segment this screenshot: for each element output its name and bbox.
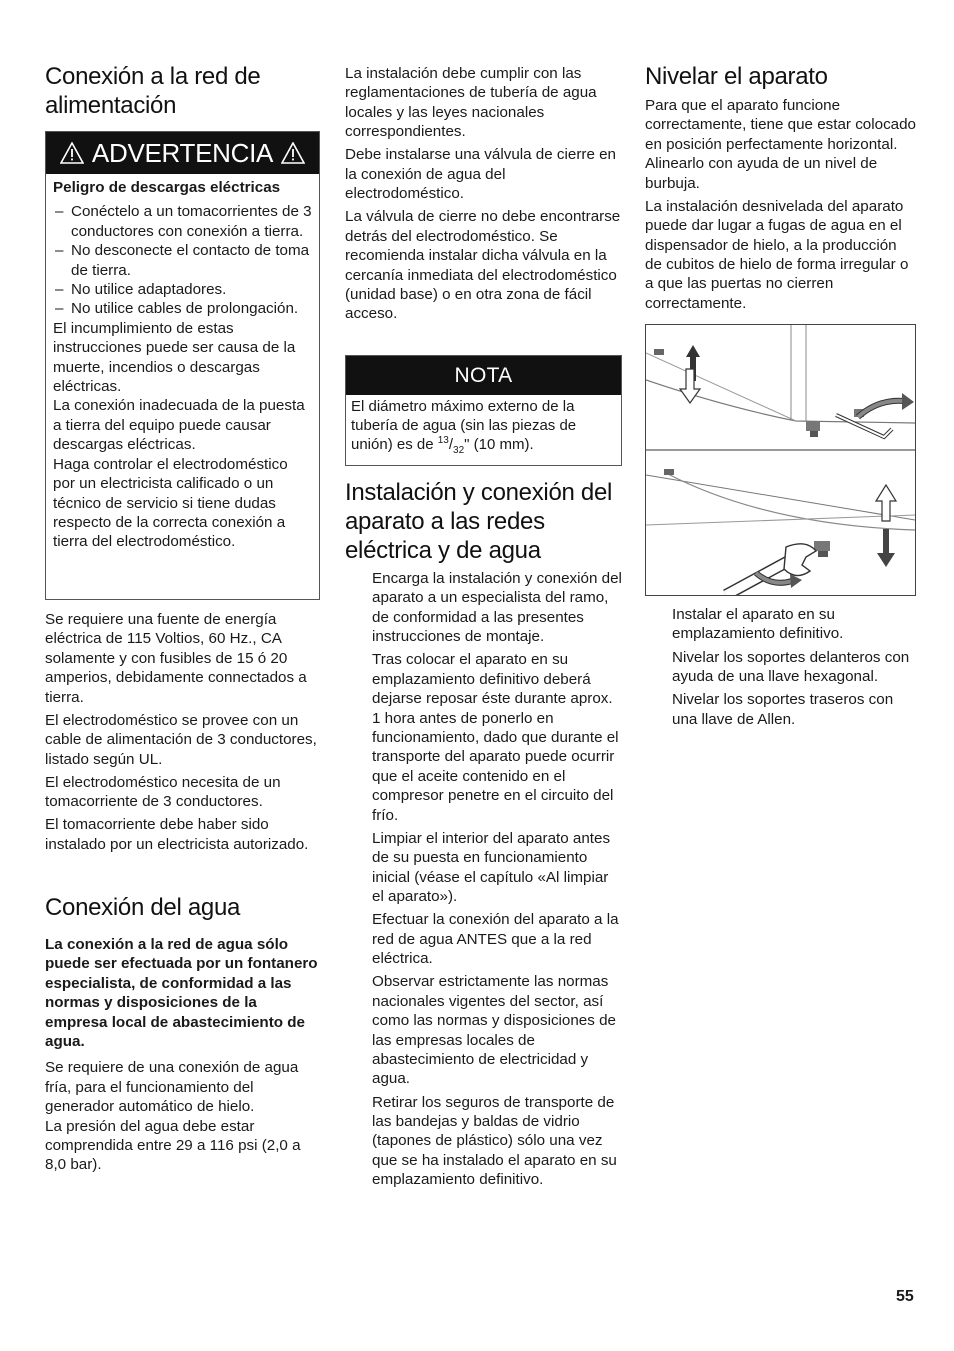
leveling-paragraphs bbox=[645, 96, 916, 317]
paragraph: La instalación debe cumplir con las reglamentaciones de tubería de agua locales y las leyes nacionales correspondientes. bbox=[345, 65, 597, 141]
paragraph: Se requiere de una conexión de agua fría, para el funcionamiento del generador automático de hielo. bbox=[45, 1059, 299, 1116]
warning-title: ADVERTENCIA bbox=[91, 137, 274, 168]
paragraph: La instalación desnivelada del aparato puede dar lugar a fugas de agua en el dispensador de hielo, a la producción de cubitos de hielo de forma irregular o a que las puertas no cierren correctamente. bbox=[645, 197, 909, 312]
note-body bbox=[346, 395, 621, 454]
list-item: – Conéctelo a un tomacorrientes de 3 conductores con conexión a tierra. bbox=[55, 203, 312, 240]
paragraph: El tomacorriente debe haber sido instalado por un electricista autorizado. bbox=[45, 816, 309, 853]
leveling-diagram-icon bbox=[646, 325, 915, 595]
step-item: Limpiar el interior del aparato antes de su puesta en funcionamiento inicial (véase el capítulo «Al limpiar el aparato»). bbox=[372, 829, 611, 906]
step-item: Observar estrictamente las normas nacionales vigentes del sector, así como las normas y disposiciones de las empresas locales de abastecimiento de electricidad y agua. bbox=[372, 973, 616, 1088]
warning-list bbox=[53, 202, 313, 318]
note-box bbox=[345, 355, 622, 466]
leveling-illustration bbox=[645, 324, 916, 596]
list-item: – No utilice cables de prolongación. bbox=[55, 300, 299, 318]
warning-paragraph: La conexión inadecuada de la puesta a tierra del equipo puede causar descargas eléctricas. bbox=[53, 397, 305, 454]
step-item: Nivelar los soportes traseros con una llave de Allen. bbox=[672, 691, 894, 728]
paragraph: La presión del agua debe estar comprendida entre 29 a 116 psi (2,0 a 8,0 bar). bbox=[45, 1117, 301, 1174]
step-item: Retirar los seguros de transporte de las bandejas y baldas de vidrio (tapones de plástico) sólo una vez que se ha instalado el aparato en su emplazamiento definitivo. bbox=[372, 1093, 617, 1189]
leveling-steps bbox=[645, 605, 916, 733]
column-2-intro bbox=[345, 64, 622, 328]
warning-subtitle: Peligro de descargas eléctricas bbox=[53, 179, 281, 196]
power-paragraphs bbox=[45, 610, 322, 858]
warning-body bbox=[46, 174, 319, 552]
warning-header bbox=[46, 132, 319, 174]
heading-leveling: Nivelar el aparato bbox=[645, 63, 828, 90]
paragraph: Se requiere una fuente de energía eléctrica de 115 Voltios, 60 Hz., CA solamente y con fusibles de 15 ó 20 amperios, debidamente connectados a tierra. bbox=[45, 611, 307, 706]
heading-power-connection: Conexión a la red de alimentación bbox=[45, 63, 261, 119]
step-item: Nivelar los soportes delanteros con ayuda de una llave hexagonal. bbox=[672, 648, 910, 686]
water-paragraphs bbox=[45, 935, 322, 1179]
page-number: 55 bbox=[896, 1288, 914, 1305]
paragraph: El electrodoméstico necesita de un tomacorriente de 3 conductores. bbox=[45, 773, 281, 811]
warning-triangle-icon bbox=[281, 142, 305, 164]
warning-paragraph: El incumplimiento de estas instrucciones puede ser causa de la muerte, incendios o descargas eléctricas. bbox=[53, 319, 296, 396]
installation-steps bbox=[345, 569, 622, 1193]
note-title: NOTA bbox=[346, 356, 621, 395]
heading-water-connection: Conexión del agua bbox=[45, 894, 241, 921]
warning-triangle-icon bbox=[60, 142, 84, 164]
list-item: – No desconecte el contacto de toma de tierra. bbox=[55, 242, 310, 279]
warning-box bbox=[45, 131, 320, 600]
paragraph: El electrodoméstico se provee con un cable de alimentación de 3 conductores, listado según UL. bbox=[45, 711, 317, 768]
warning-paragraph: Haga controlar el electrodoméstico por un electricista calificado o un técnico de servicio si tiene dudas respecto de la correcta conexión a tierra del electrodoméstico. bbox=[53, 455, 288, 551]
paragraph: La válvula de cierre no debe encontrarse detrás del electrodoméstico. Se recomienda instalar dicha válvula en la cercanía inmediata del electrodoméstico (unidad base) o en otra zona de fácil acceso. bbox=[345, 208, 621, 323]
heading-installation: Instalación y conexión del aparato a las redes eléctrica y de agua bbox=[345, 479, 613, 564]
paragraph: Debe instalarse una válvula de cierre en la conexión de agua del electrodoméstico. bbox=[345, 146, 617, 203]
bold-paragraph: La conexión a la red de agua sólo puede ser efectuada por un fontanero especialista, de conformidad a las normas y disposiciones de la empresa local de abastecimiento de agua. bbox=[45, 936, 318, 1051]
list-item: – No utilice adaptadores. bbox=[55, 281, 227, 299]
step-item: Efectuar la conexión del aparato a la red de agua ANTES que a la red eléctrica. bbox=[372, 911, 619, 968]
step-item: Tras colocar el aparato en su emplazamiento definitivo deberá dejarse reposar éste durante aprox. 1 hora antes de ponerlo en funcionamiento, dado que durante el transporte del aparato puede ocurrir que el aceite contenido en el compresor penetre en el circuito del frío. bbox=[372, 651, 619, 824]
note-text: El diámetro máximo externo de la tubería de agua (sin las piezas de unión) es de $^{13}/_{32}$" (10 mm). bbox=[351, 398, 577, 456]
step-item: Encarga la instalación y conexión del aparato a un especialista del ramo, de conformidad a las presentes instrucciones de montaje. bbox=[372, 570, 622, 646]
step-item: Instalar el aparato en su emplazamiento definitivo. bbox=[672, 606, 844, 643]
paragraph: Para que el aparato funcione correctamente, tiene que estar colocado en posición perfectamente horizontal. Alinearlo con ayuda de un nivel de burbuja. bbox=[645, 97, 917, 192]
